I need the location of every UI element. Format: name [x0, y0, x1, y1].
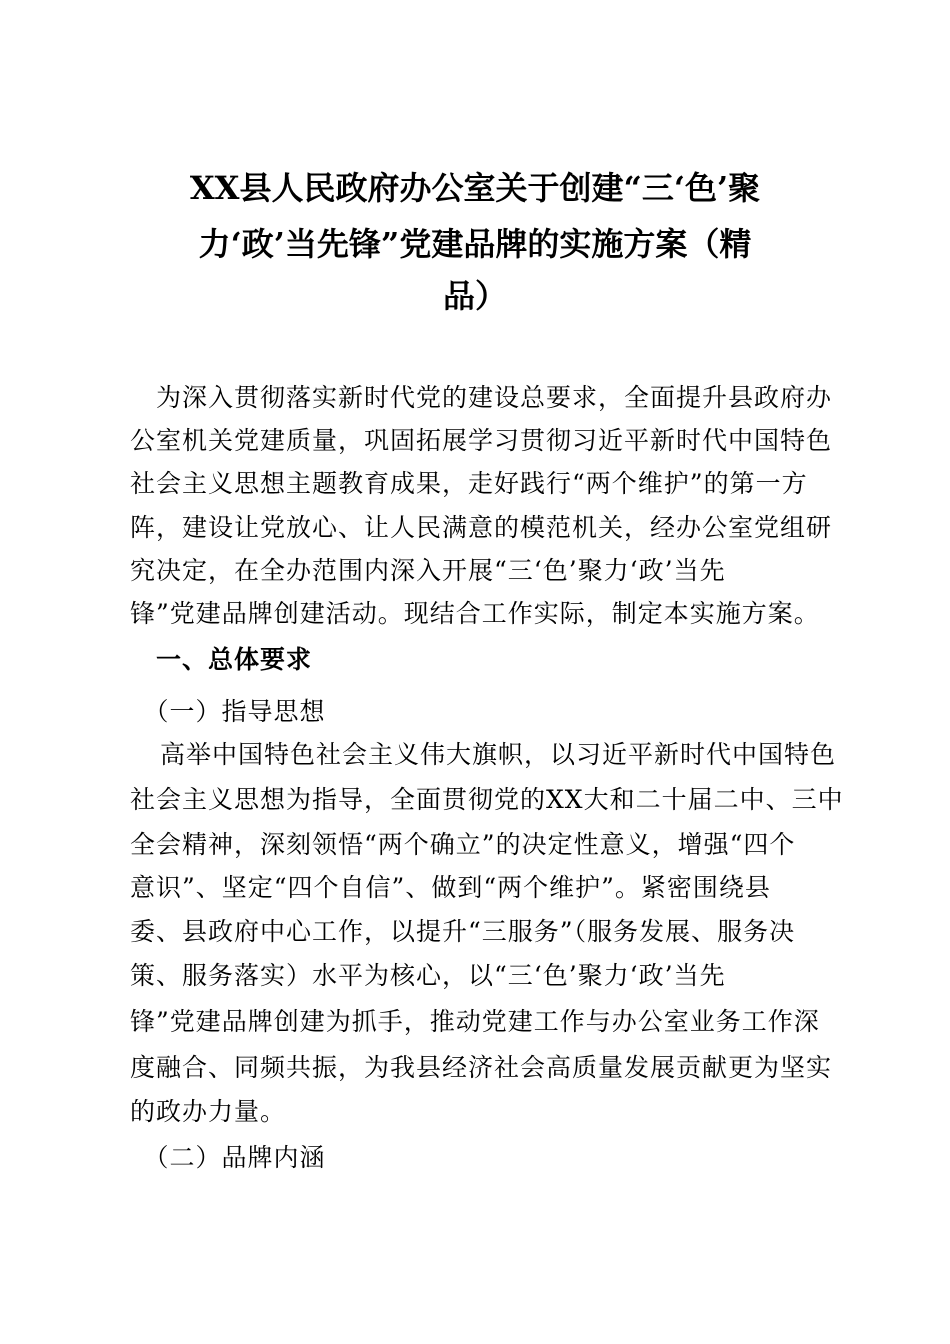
guiding-line: 委、县政府中心工作，以提升“三服务”（服务发展、服务决	[130, 917, 796, 946]
intro-line: 公室机关党建质量，巩固拓展学习贯彻习近平新时代中国特色	[130, 426, 833, 455]
subsection-heading-brand-connotation: （二）品牌内涵	[130, 1143, 326, 1172]
guiding-line: 的政办力量。	[130, 1097, 287, 1126]
document-title-line-1: XX县人民政府办公室关于创建“三‘色’聚	[189, 169, 761, 207]
guiding-line: 策、服务落实）水平为核心，以“三‘色’聚力‘政’当先	[130, 961, 726, 990]
intro-line: 为深入贯彻落实新时代党的建设总要求，全面提升县政府办	[130, 383, 833, 412]
document-title-line-3: 品）	[442, 277, 507, 315]
intro-line: 锋”党建品牌创建活动。现结合工作实际，制定本实施方案。	[130, 599, 820, 628]
intro-line: 社会主义思想主题教育成果，走好践行“两个维护”的第一方	[130, 469, 808, 498]
guiding-line: 全会精神，深刻领悟“两个确立”的决定性意义，增强“四个	[130, 830, 796, 859]
section-heading-general-requirements: 一、总体要求	[130, 645, 313, 674]
guiding-line: 度融合、同频共振，为我县经济社会高质量发展贡献更为坚实	[130, 1053, 833, 1082]
intro-line: 究决定，在全办范围内深入开展“三‘色’聚力‘政’当先	[130, 556, 726, 585]
guiding-line: 社会主义思想为指导，全面贯彻党的XX大和二十届二中、三中	[130, 785, 844, 814]
guiding-line: 高举中国特色社会主义伟大旗帜，以习近平新时代中国特色	[160, 740, 837, 769]
guiding-line: 锋”党建品牌创建为抓手，推动党建工作与办公室业务工作深	[130, 1007, 820, 1036]
document-title-line-2: 力‘政’当先锋”党建品牌的实施方案（精	[198, 225, 752, 263]
intro-line: 阵，建设让党放心、让人民满意的模范机关，经办公室党组研	[130, 513, 833, 542]
guiding-line: 意识”、坚定“四个自信”、做到“两个维护”。紧密围绕县	[130, 873, 771, 902]
subsection-heading-guiding-thought: （一）指导思想	[130, 697, 326, 726]
